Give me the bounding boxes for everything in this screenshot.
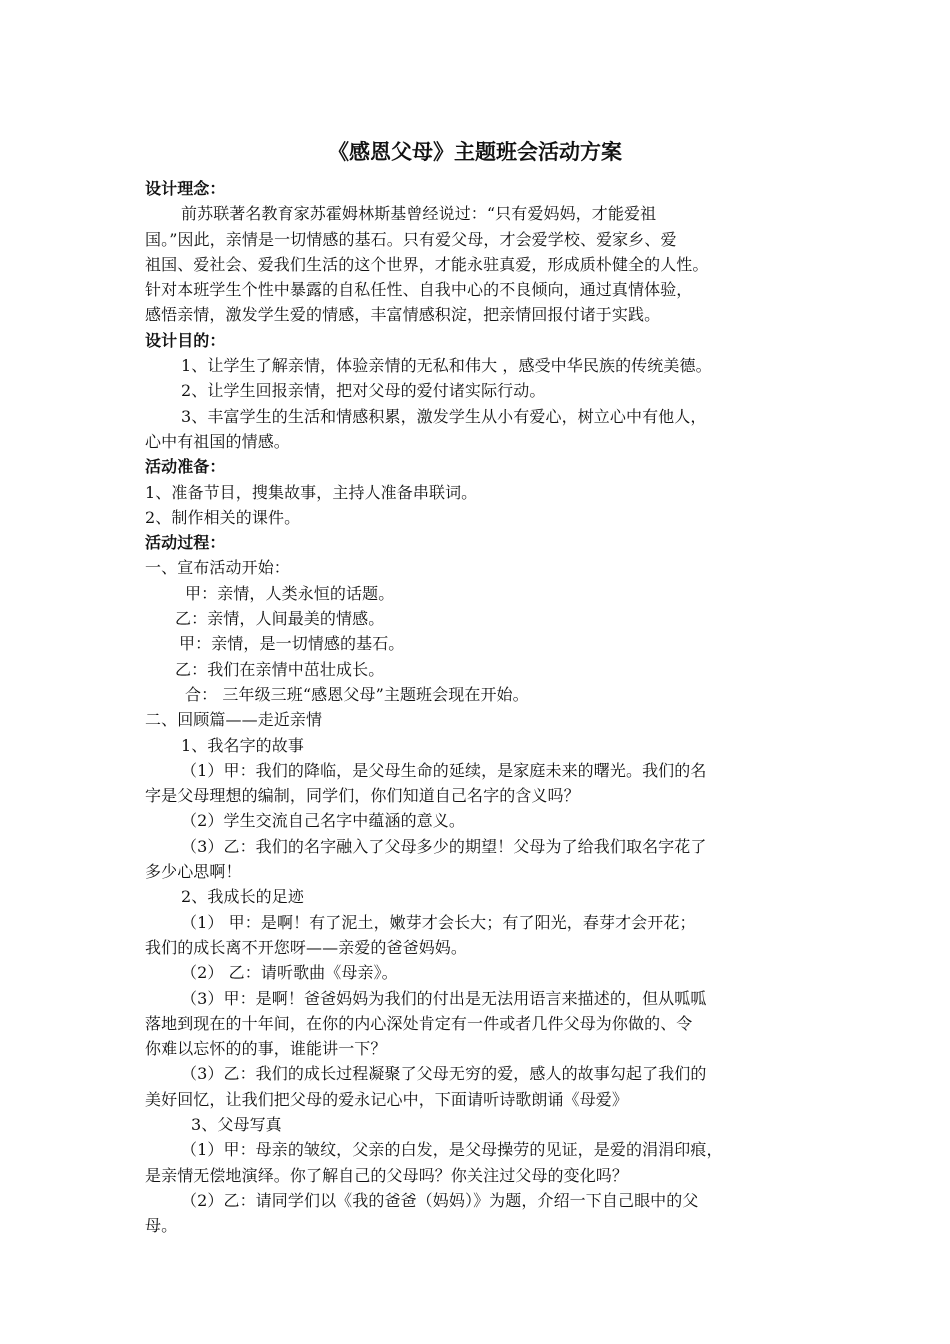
paragraph-line: 前苏联著名教育家苏霍姆林斯基曾经说过：“只有爱妈妈，才能爱祖 [181,204,657,224]
paragraph-line: 母。 [145,1216,178,1236]
paragraph-line: 祖国、爱社会、爱我们生活的这个世界，才能永驻真爱，形成质朴健全的人性。 [145,254,709,274]
paragraph-line: 感悟亲情，激发学生爱的情感，丰富情感积淀，把亲情回报付诸于实践。 [145,305,661,325]
paragraph-line: 甲：亲情，人类永恒的话题。 [185,583,395,603]
paragraph-line: 多少心思啊！ [145,862,242,882]
section-heading: 设计目的： [145,330,226,350]
paragraph-line: 落地到现在的十年间，在你的内心深处肯定有一件或者几件父母为你做的、令 [145,1013,693,1033]
paragraph-line: （1） 甲：是啊！有了泥土，嫩芽才会长大；有了阳光，春芽才会开花； [181,912,696,932]
paragraph-line: 乙：亲情，人间最美的情感。 [175,609,385,629]
paragraph-line: 是亲情无偿地演绎。你了解自己的父母吗？你关注过父母的变化吗？ [145,1165,629,1185]
paragraph-line: 一、宣布活动开始： [145,558,290,578]
paragraph-line: （2）学生交流自己名字中蕴涵的意义。 [181,811,465,831]
paragraph-line: （2） 乙：请听歌曲《母亲》。 [181,963,398,983]
paragraph-line: 字是父母理想的编制，同学们，你们知道自己名字的含义吗？ [145,786,580,806]
paragraph-line: （3）乙：我们的名字融入了父母多少的期望！父母为了给我们取名字花了 [181,836,707,856]
paragraph-line: 2、制作相关的课件。 [145,507,301,527]
section-heading: 活动过程： [145,533,226,553]
paragraph-line: （3）甲：是啊！爸爸妈妈为我们的付出是无法用语言来描述的，但从呱呱 [181,988,707,1008]
document-title: 《感恩父母》主题班会活动方案 [328,139,622,164]
paragraph-line: 我们的成长离不开您呀——亲爱的爸爸妈妈。 [145,937,468,957]
paragraph-line: 2、我成长的足迹 [181,887,304,907]
paragraph-line: 美好回忆，让我们把父母的爱永记心中，下面请听诗歌朗诵《母爱》 [145,1089,629,1109]
paragraph-line: 二、回顾篇——走近亲情 [145,710,323,730]
paragraph-line: 3、父母写真 [191,1114,282,1134]
section-heading: 活动准备： [145,457,226,477]
paragraph-line: （3）乙：我们的成长过程凝聚了父母无穷的爱，感人的故事勾起了我们的 [181,1064,707,1084]
paragraph-line: 针对本班学生个性中暴露的自私任性、自我中心的不良倾向，通过真情体验， [145,280,693,300]
paragraph-line: （1）甲：我们的降临，是父母生命的延续，是家庭未来的曙光。我们的名 [181,760,707,780]
paragraph-line: 甲：亲情，是一切情感的基石。 [179,634,405,654]
paragraph-line: （1）甲：母亲的皱纹，父亲的白发，是父母操劳的见证，是爱的涓涓印痕， [181,1140,723,1160]
paragraph-line: 3、丰富学生的生活和情感积累，激发学生从小有爱心，树立心中有他人， [181,406,707,426]
document-body [145,176,817,1238]
paragraph-line: 合： 三年级三班“感恩父母”主题班会现在开始。 [185,684,529,704]
paragraph-line: 2、让学生回报亲情，把对父母的爱付诸实际行动。 [181,381,546,401]
paragraph-line: （2）乙：请同学们以《我的爸爸（妈妈）》为题，介绍一下自己眼中的父 [181,1190,699,1210]
paragraph-line: 1、让学生了解亲情，体验亲情的无私和伟大 ，感受中华民族的传统美德。 [181,356,712,376]
paragraph-line: 你难以忘怀的的事，谁能讲一下？ [145,1039,387,1059]
paragraph-line: 1、我名字的故事 [181,735,304,755]
paragraph-line: 乙：我们在亲情中茁壮成长。 [175,659,385,679]
paragraph-line: 1、准备节目，搜集故事，主持人准备串联词。 [145,482,478,502]
paragraph-line: 国。”因此，亲情是一切情感的基石。只有爱父母，才会爱学校、爱家乡、爱 [145,229,677,249]
paragraph-line: 心中有祖国的情感。 [145,431,290,451]
section-heading: 设计理念： [145,179,226,198]
